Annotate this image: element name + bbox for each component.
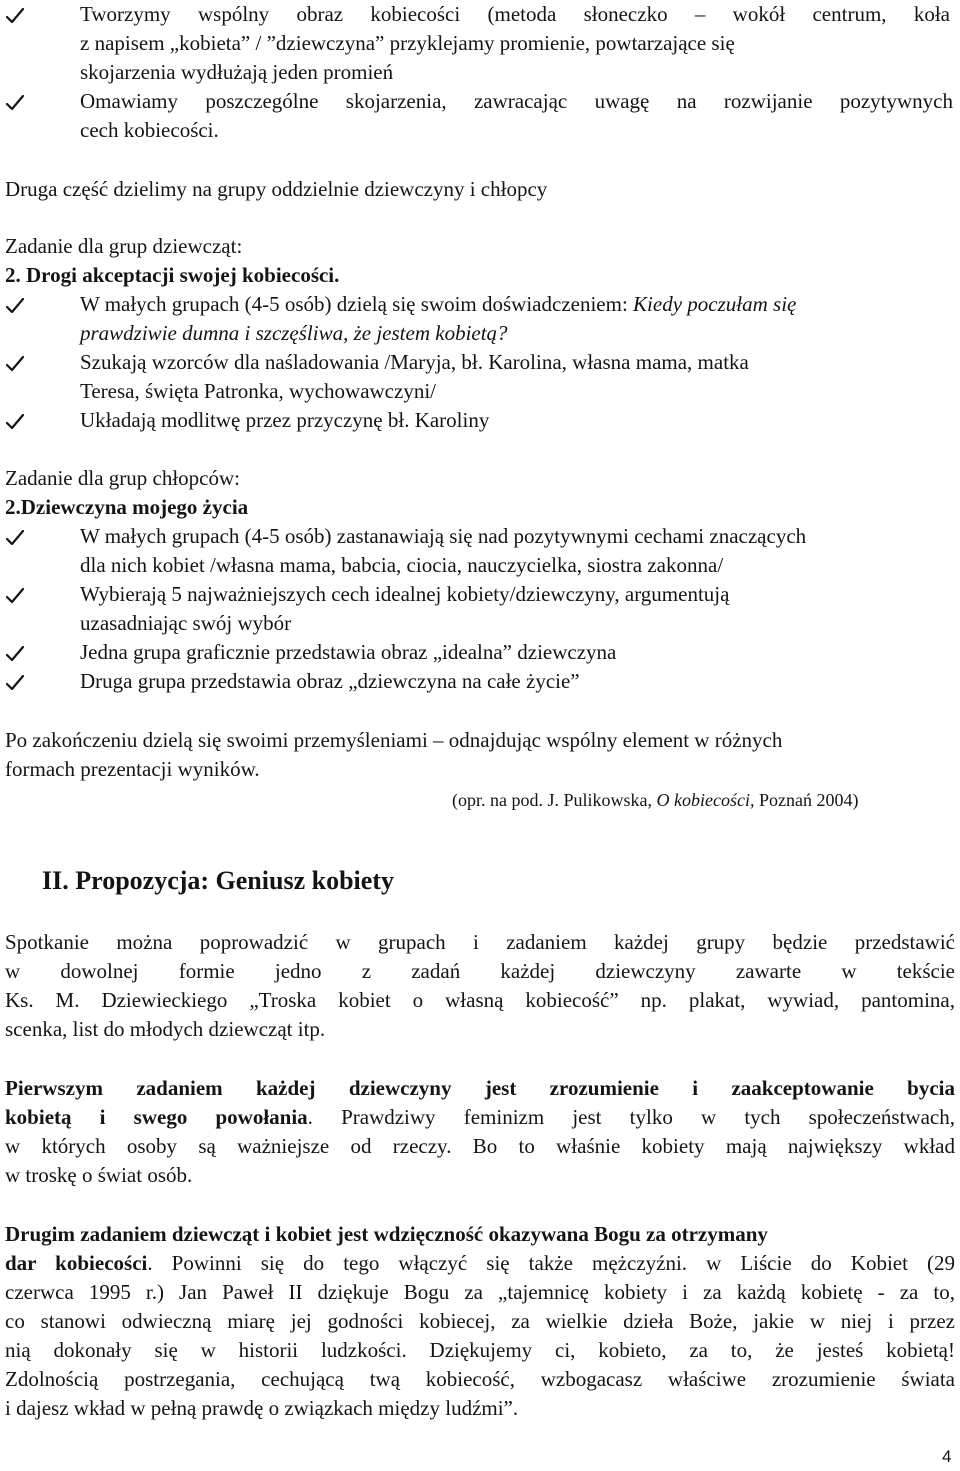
source-citation-a: (opr. na pod. J. Pulikowska,: [452, 790, 657, 810]
source-citation-c: Poznań 2004): [754, 790, 859, 810]
part-two-text: Druga część dzielimy na grupy oddzielnie dziewczyny i chłopcy: [5, 177, 548, 201]
page-number: 4: [942, 1447, 952, 1466]
p2-line-3: w których osoby są ważniejsze od rzeczy. Bo to właśnie kobiety mają największy wkład: [5, 1134, 955, 1158]
p3-line-5: nią dokonały się w historii ludzkości. Dziękujemy ci, kobieto, za to, że jesteś kobietą!: [5, 1338, 955, 1362]
girls-task-label: Zadanie dla grup dziewcząt:: [5, 234, 243, 258]
intro-item-1-line-3: skojarzenia wydłużają jeden promień: [80, 60, 394, 84]
p1-line-4: scenka, list do młodych dziewcząt itp.: [5, 1017, 326, 1041]
p2-line-2: [5, 1103, 955, 1132]
intro-item-2-line-2: cech kobiecości.: [80, 118, 219, 142]
girls-item-1-text: W małych grupach (4-5 osób) dzielą się swoim doświadczeniem:: [80, 292, 634, 316]
p3-line-3: czerwca 1995 r.) Jan Paweł II dziękuje Bogu za „tajemnicę kobiety i za każdą kobietę - za to,: [5, 1280, 955, 1304]
p2-line-4: w troskę o świat osób.: [5, 1163, 193, 1187]
girls-item-1-question-b: prawdziwie dumna i szczęśliwa, że jestem kobietą?: [80, 321, 508, 345]
boys-item-3: Jedna grupa graficznie przedstawia obraz „idealna” dziewczyna: [80, 640, 617, 664]
boys-item-4: Druga grupa przedstawia obraz „dziewczyna na całe życie”: [80, 669, 580, 693]
p3-line-2-rest: . Powinni się do tego włączyć się także mężczyźni. w Liście do Kobiet (29: [147, 1251, 955, 1275]
girls-item-1-line-1: [80, 290, 796, 319]
source-citation: [452, 786, 858, 815]
p2-line-2-rest: . Prawdziwy feminizm jest tylko w tych społeczeństwach,: [307, 1105, 955, 1129]
p1-line-1: Spotkanie można poprowadzić w grupach i zadaniem każdej grupy będzie przedstawić: [5, 930, 955, 954]
checkmark-icon: [5, 296, 25, 316]
boys-item-2-line-1: Wybierają 5 najważniejszych cech idealnej kobiety/dziewczyny, argumentują: [80, 582, 730, 606]
boys-task-title: 2.Dziewczyna mojego życia: [5, 495, 249, 519]
intro-item-1-line-2: z napisem „kobieta” / ”dziewczyna” przyklejamy promienie, powtarzające się: [80, 31, 735, 55]
boys-item-1-line-1: W małych grupach (4-5 osób) zastanawiają się nad pozytywnymi cechami znaczących: [80, 524, 807, 548]
summary-line-1: Po zakończeniu dzielą się swoimi przemyśleniami – odnajdując wspólny element w różnych: [5, 728, 783, 752]
p1-line-3: Ks. M. Dziewieckiego „Troska kobiet o własną kobiecość” np. plakat, wywiad, pantomina,: [5, 988, 955, 1012]
girls-task-title: 2. Drogi akceptacji swojej kobiecości.: [5, 263, 340, 287]
p3-line-7: i dajesz wkład w pełną prawdę o związkach między ludźmi”.: [5, 1396, 519, 1420]
checkmark-icon: [5, 354, 25, 374]
checkmark-icon: [5, 586, 25, 606]
girls-item-3: Układają modlitwę przez przyczynę bł. Karoliny: [80, 408, 490, 432]
checkmark-icon: [5, 644, 25, 664]
checkmark-icon: [5, 6, 25, 26]
girls-item-2-line-2: Teresa, święta Patronka, wychowawczyni/: [80, 379, 436, 403]
p3-line-6: Zdolnością postrzegania, cechującą twą kobiecość, wzbogacasz właściwe zrozumienie świata: [5, 1367, 955, 1391]
p1-line-2: w dowolnej formie jedno z zadań każdej dziewczyny zawarte w tekście: [5, 959, 955, 983]
p2-line-1: Pierwszym zadaniem każdej dziewczyny jest zrozumienie i zaakceptowanie bycia: [5, 1076, 955, 1100]
checkmark-icon: [5, 528, 25, 548]
summary-line-2: formach prezentacji wyników.: [5, 757, 260, 781]
girls-item-1-question-a: Kiedy poczułam się: [633, 292, 797, 316]
p3-line-1: Drugim zadaniem dziewcząt i kobiet jest wdzięczność okazywana Bogu za otrzymany: [5, 1222, 768, 1246]
checkmark-icon: [5, 673, 25, 693]
checkmark-icon: [5, 93, 25, 113]
p3-line-4: co stanowi odwieczną miarę jej godności kobiecej, za wielkie dzieła Boże, jakie w niej i przez: [5, 1309, 955, 1333]
p2-line-2-bold: kobietą i swego powołania: [5, 1105, 308, 1129]
section-heading: II. Propozycja: Geniusz kobiety: [42, 866, 394, 895]
source-citation-title: O kobiecości,: [656, 790, 755, 810]
checkmark-icon: [5, 412, 25, 432]
boys-task-label: Zadanie dla grup chłopców:: [5, 466, 240, 490]
girls-item-2-line-1: Szukają wzorców dla naśladowania /Maryja, bł. Karolina, własna mama, matka: [80, 350, 749, 374]
boys-item-2-line-2: uzasadniając swój wybór: [80, 611, 292, 635]
intro-item-2-line-1: Omawiamy poszczególne skojarzenia, zawracając uwagę na rozwijanie pozytywnych: [80, 89, 953, 113]
p3-line-2-bold: dar kobiecości: [5, 1251, 148, 1275]
intro-item-1-line-1: Tworzymy wspólny obraz kobiecości (metoda słoneczko – wokół centrum, koła: [80, 2, 950, 26]
p3-line-2: [5, 1249, 955, 1278]
boys-item-1-line-2: dla nich kobiet /własna mama, babcia, ciocia, nauczycielka, siostra zakonna/: [80, 553, 724, 577]
